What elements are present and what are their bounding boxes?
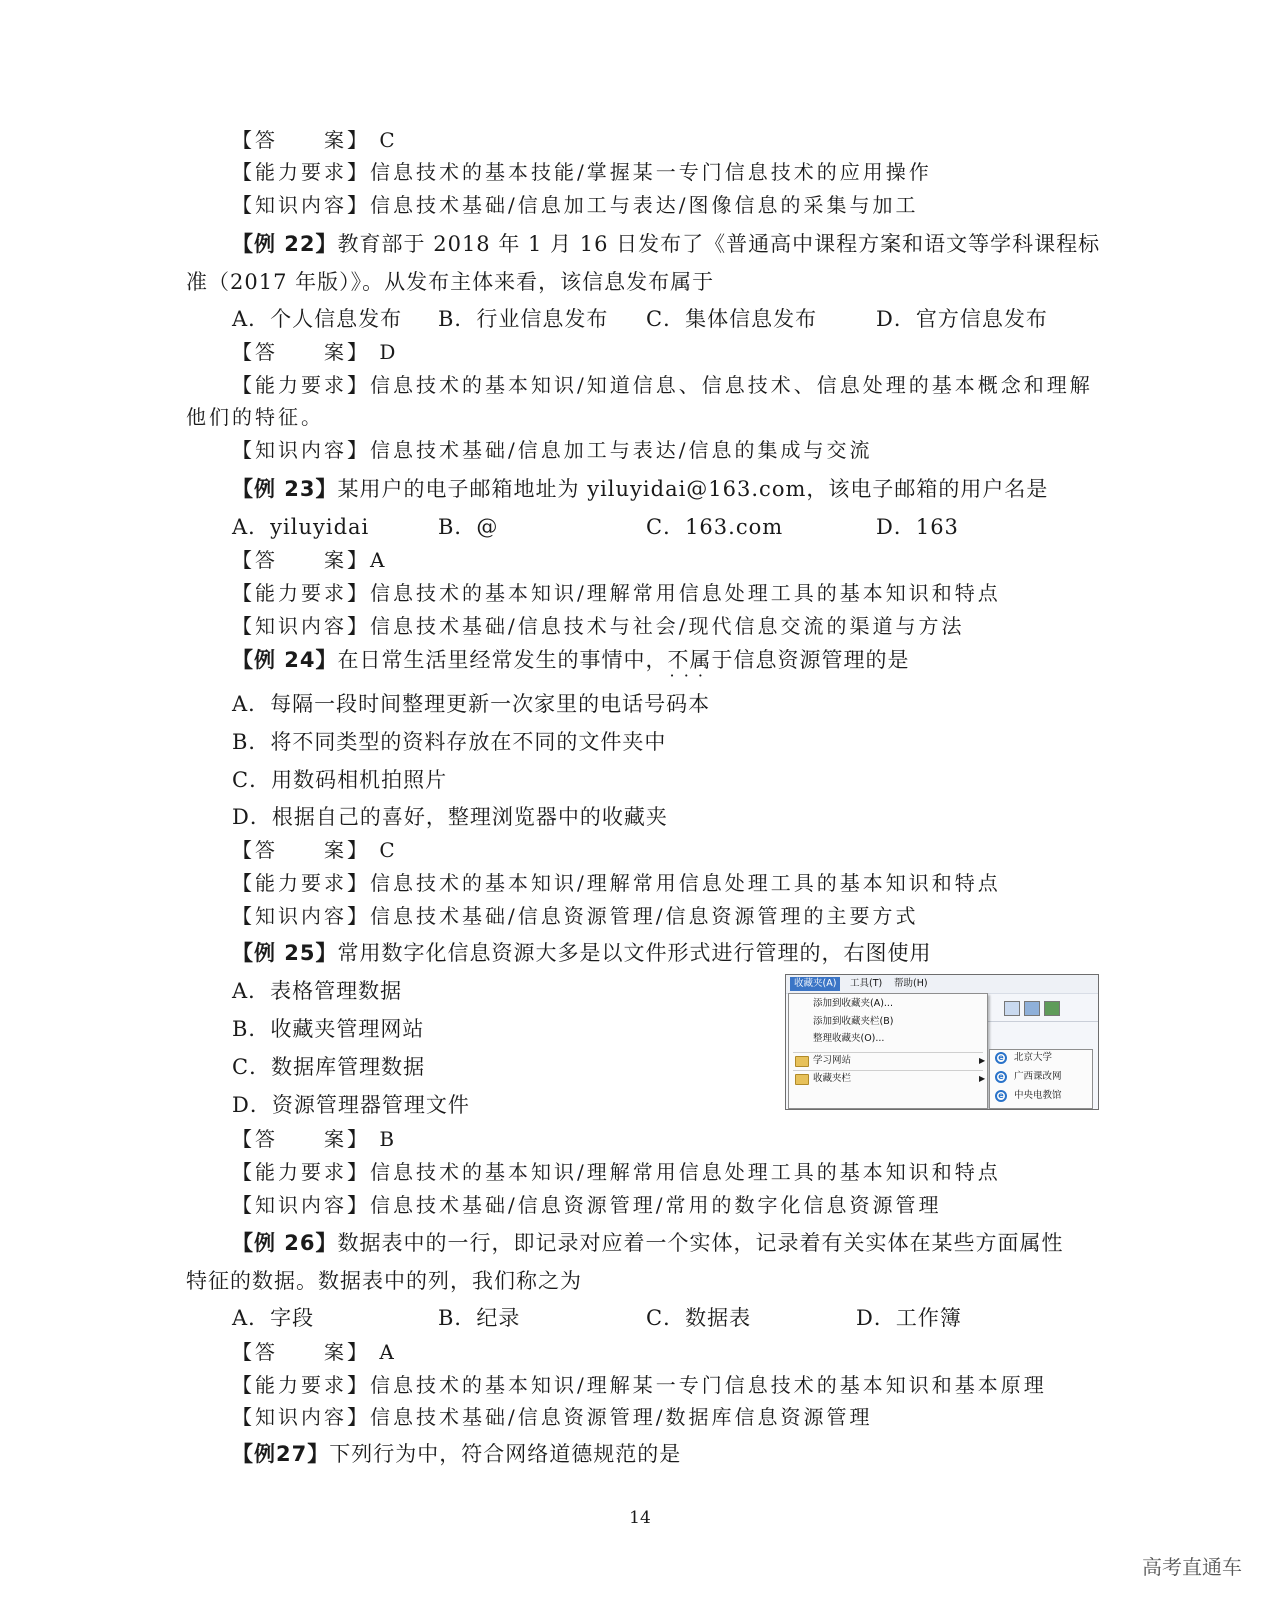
toolbar-icon: [1004, 1001, 1020, 1016]
option-25-b: B．收藏夹管理网站: [232, 1017, 425, 1041]
question-23: 【例 23】某用户的电子邮箱地址为 yiluyidai@163.com，该电子邮箱的用户名是: [232, 477, 1049, 501]
menu-bar: [786, 975, 1098, 994]
option-22-d: D．官方信息发布: [876, 307, 1048, 331]
answer-line: 【答 案】A: [232, 548, 388, 572]
menu-item-add-bar: 添加到收藏夹栏(B): [813, 1016, 894, 1027]
submenu-item-cetv: 中央电教馆: [1014, 1090, 1062, 1101]
question-26: 【例 26】数据表中的一行，即记录对应着一个实体，记录着有关实体在某些方面属性: [232, 1231, 1064, 1255]
knowledge-line: 【知识内容】信息技术基础/信息资源管理/常用的数字化信息资源管理: [232, 1193, 942, 1217]
menu-item-add: 添加到收藏夹(A)...: [813, 998, 893, 1009]
ie-icon: e: [995, 1090, 1007, 1102]
menu-tools: 工具(T): [850, 978, 883, 989]
ability-line: 【能力要求】信息技术的基本知识/理解某一专门信息技术的基本知识和基本原理: [232, 1373, 1047, 1397]
menu-item-organize: 整理收藏夹(O)...: [813, 1033, 885, 1044]
option-25-d: D．资源管理器管理文件: [232, 1093, 470, 1117]
favorites-menu-screenshot: [785, 974, 1099, 1110]
toolbar-icon: [1044, 1001, 1060, 1016]
knowledge-line: 【知识内容】信息技术基础/信息资源管理/数据库信息资源管理: [232, 1405, 873, 1429]
answer-line: 【答 案】 C: [232, 128, 398, 152]
option-24-d: D．根据自己的喜好，整理浏览器中的收藏夹: [232, 805, 668, 829]
option-23-d: D．163: [876, 515, 959, 539]
knowledge-line: 【知识内容】信息技术基础/信息技术与社会/现代信息交流的渠道与方法: [232, 614, 965, 638]
study-submenu: [989, 1049, 1093, 1109]
knowledge-line: 【知识内容】信息技术基础/信息加工与表达/信息的集成与交流: [232, 438, 873, 462]
submenu-item-gx: 广西课改网: [1014, 1071, 1062, 1082]
submenu-arrow-icon: ▶: [979, 1074, 986, 1083]
ability-line: 【能力要求】信息技术的基本知识/理解常用信息处理工具的基本知识和特点: [232, 1160, 1001, 1184]
watermark: 高考直通车: [1142, 1555, 1242, 1579]
menu-folder-study: 学习网站: [813, 1055, 852, 1066]
answer-line: 【答 案】 C: [232, 838, 398, 862]
question-22: 【例 22】教育部于 2018 年 1 月 16 日发布了《普通高中课程方案和语文等学科课程标: [232, 232, 1101, 256]
option-22-b: B．行业信息发布: [438, 307, 609, 331]
answer-line: 【答 案】 B: [232, 1127, 398, 1151]
menu-folder-bar: 收藏夹栏: [813, 1073, 852, 1084]
question-25: 【例 25】常用数字化信息资源大多是以文件形式进行管理的，右图使用: [232, 941, 932, 965]
option-26-b: B．纪录: [438, 1306, 521, 1330]
submenu-arrow-icon: ▶: [979, 1056, 986, 1065]
ability-line: 【能力要求】信息技术的基本知识/理解常用信息处理工具的基本知识和特点: [232, 581, 1001, 605]
option-23-b: B．@: [438, 515, 499, 539]
option-22-c: C．集体信息发布: [646, 307, 818, 331]
toolbar-icon: [1024, 1001, 1040, 1016]
ie-icon: e: [995, 1071, 1007, 1083]
question-22-cont: 准（2017 年版）》。从发布主体来看，该信息发布属于: [186, 270, 715, 294]
option-24-c: C．用数码相机拍照片: [232, 768, 448, 792]
option-24-b: B．将不同类型的资料存放在不同的文件夹中: [232, 730, 667, 754]
question-26-cont: 特征的数据。数据表中的列，我们称之为: [186, 1269, 582, 1293]
question-24: 【例 24】在日常生活里经常发生的事情中，不属于 · · ·信息资源管理的是: [232, 644, 910, 674]
option-22-a: A．个人信息发布: [232, 307, 403, 331]
menu-favorites: 收藏夹(A): [790, 977, 840, 991]
folder-icon: [795, 1074, 809, 1085]
folder-icon: [795, 1056, 809, 1067]
ability-line-cont: 他们的特征。: [186, 405, 324, 429]
ability-line: 【能力要求】信息技术的基本技能/掌握某一专门信息技术的应用操作: [232, 160, 932, 184]
option-25-a: A．表格管理数据: [232, 979, 403, 1003]
favorites-dropdown: [788, 993, 988, 1109]
ie-icon: e: [995, 1052, 1007, 1064]
menu-help: 帮助(H): [894, 978, 928, 989]
knowledge-line: 【知识内容】信息技术基础/信息资源管理/信息资源管理的主要方式: [232, 904, 919, 928]
knowledge-line: 【知识内容】信息技术基础/信息加工与表达/图像信息的采集与加工: [232, 193, 919, 217]
ability-line: 【能力要求】信息技术的基本知识/知道信息、信息技术、信息处理的基本概念和理解: [232, 373, 1093, 397]
emphasis-not: 不属于 · · ·: [668, 648, 734, 672]
answer-line: 【答 案】 D: [232, 340, 399, 364]
option-24-a: A．每隔一段时间整理更新一次家里的电话号码本: [232, 692, 711, 716]
question-27: 【例27】下列行为中，符合网络道德规范的是: [232, 1442, 682, 1466]
option-26-c: C．数据表: [646, 1306, 752, 1330]
answer-line: 【答 案】 A: [232, 1340, 397, 1364]
page-number: 14: [629, 1508, 651, 1528]
ability-line: 【能力要求】信息技术的基本知识/理解常用信息处理工具的基本知识和特点: [232, 871, 1001, 895]
option-26-a: A．字段: [232, 1306, 315, 1330]
option-23-c: C．163.com: [646, 515, 784, 539]
option-23-a: A．yiluyidai: [232, 515, 370, 539]
option-26-d: D．工作簿: [856, 1306, 962, 1330]
submenu-item-pku: 北京大学: [1014, 1052, 1053, 1063]
option-25-c: C．数据库管理数据: [232, 1055, 426, 1079]
